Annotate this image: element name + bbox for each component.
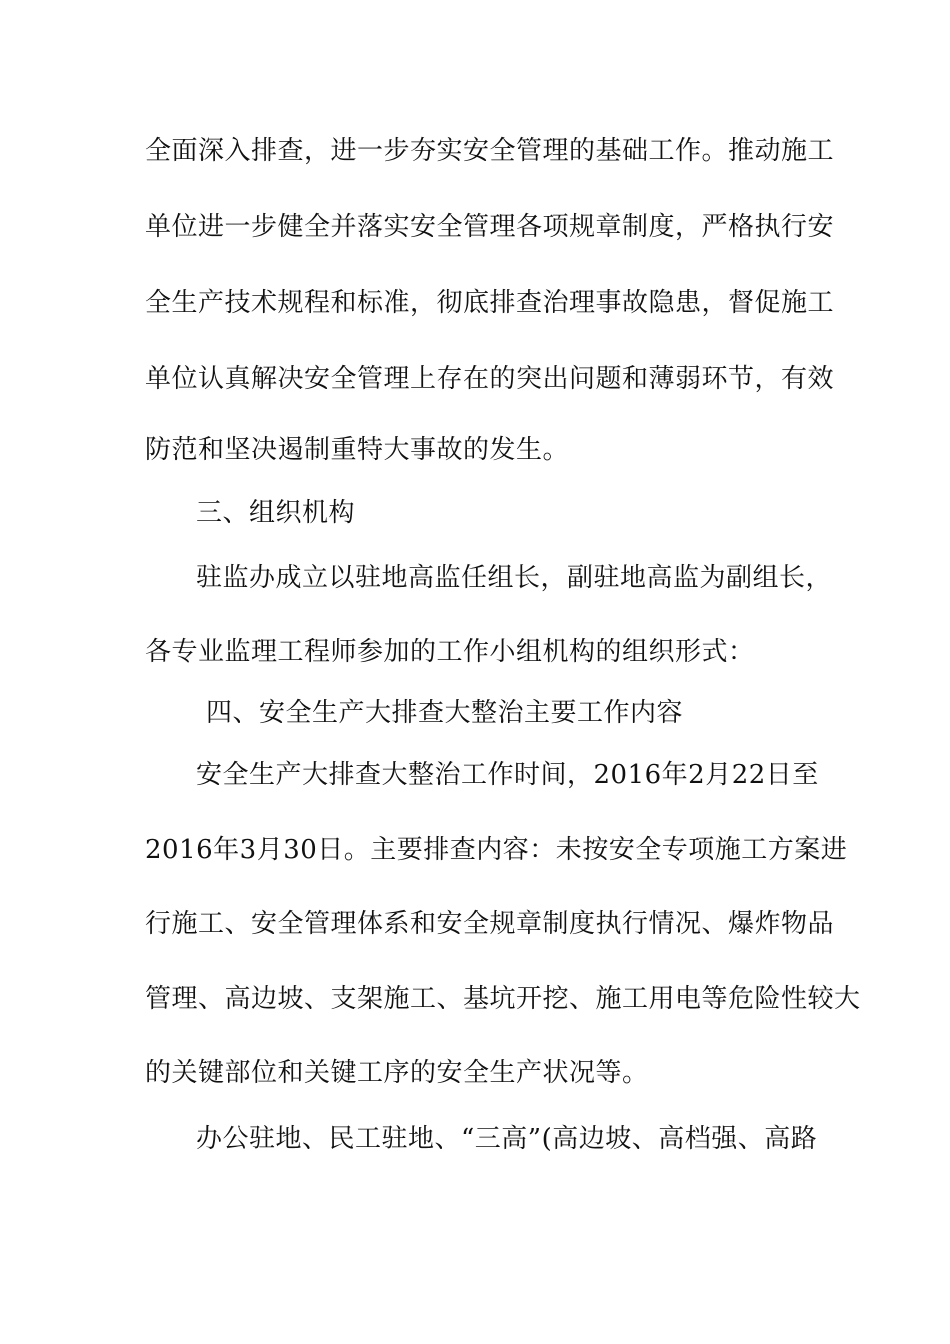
paragraph-line-13: 办公驻地、民工驻地、“三高”(高边坡、高档强、高路	[196, 1124, 818, 1154]
paragraph-line-2: 单位进一步健全并落实安全管理各项规章制度，严格执行安	[145, 212, 835, 242]
section-heading-main-work: 四、安全生产大排查大整治主要工作内容	[206, 698, 684, 728]
paragraph-line-3: 全生产技术规程和标准，彻底排查治理事故隐患，督促施工	[145, 288, 835, 318]
paragraph-line-11: 管理、高边坡、支架施工、基坑开挖、施工用电等危险性较大	[145, 984, 861, 1014]
paragraph-line-10: 行施工、安全管理体系和安全规章制度执行情况、爆炸物品	[145, 909, 835, 939]
paragraph-line-1: 全面深入排查，进一步夯实安全管理的基础工作。推动施工	[145, 136, 835, 166]
paragraph-line-8: 安全生产大排查大整治工作时间，2016年2月22日至	[196, 760, 819, 790]
paragraph-line-4: 单位认真解决安全管理上存在的突出问题和薄弱环节，有效	[145, 364, 835, 394]
paragraph-line-5: 防范和坚决遏制重特大事故的发生。	[145, 435, 570, 465]
paragraph-line-6: 驻监办成立以驻地高监任组长，副驻地高监为副组长，	[196, 563, 833, 593]
paragraph-line-12: 的关键部位和关键工序的安全生产状况等。	[145, 1058, 649, 1088]
paragraph-line-7: 各专业监理工程师参加的工作小组机构的组织形式：	[145, 637, 755, 667]
paragraph-line-9: 2016年3月30日。主要排查内容：未按安全专项施工方案进	[145, 835, 848, 865]
section-heading-organization: 三、组织机构	[196, 498, 356, 528]
